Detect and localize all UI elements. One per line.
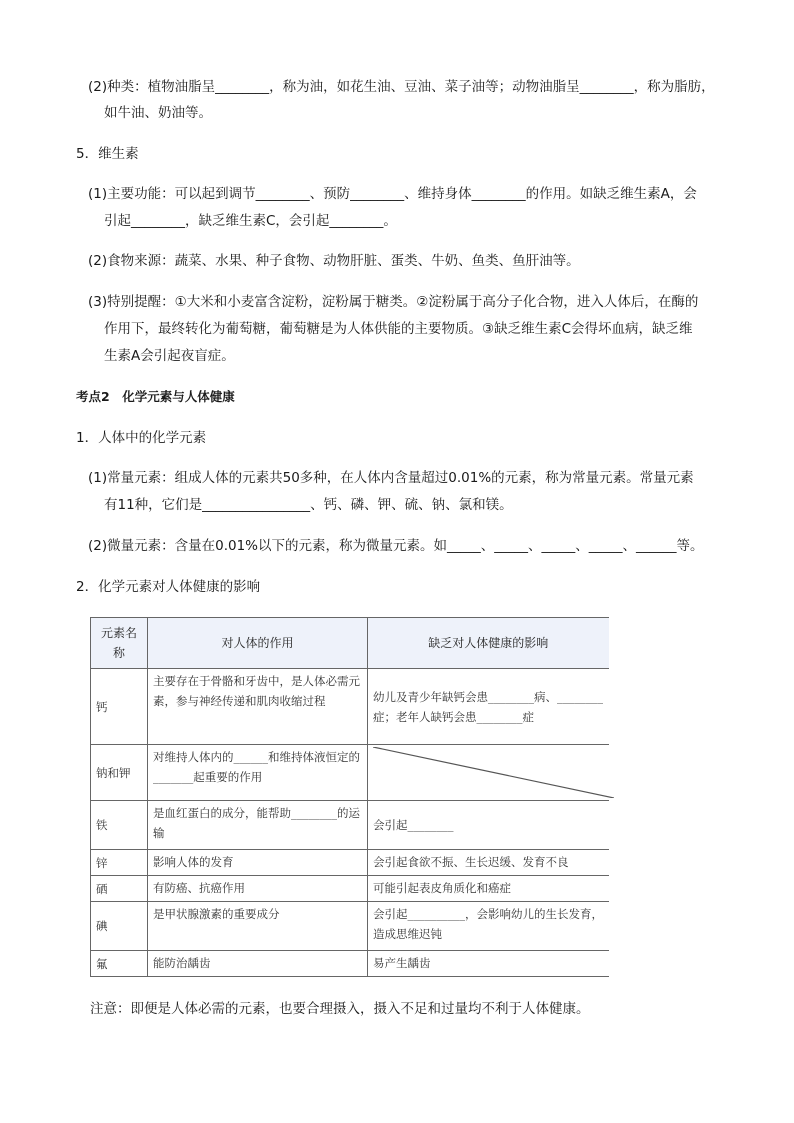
macro-elements-line-2: 有11种，它们是________________、钙、磷、钾、硫、钠、氯和镁。 [104,497,513,513]
element-deficiency-cell: 会引起__________，会影响幼儿的生长发育，造成思维迟钝 [368,902,609,951]
vitamin-note-line-1: (3)特别提醒：①大米和小麦富含淀粉，淀粉属于糖类。②淀粉属于高分子化合物，进入人体后，在酶的 [88,294,699,310]
header-deficiency: 缺乏对人体健康的影响 [368,618,609,669]
vitamin-note-line-3: 生素A会引起夜盲症。 [104,348,235,364]
element-deficiency-cell: 会引起食欲不振、生长迟缓、发育不良 [368,850,609,876]
table-header-row [91,618,609,669]
header-role: 对人体的作用 [148,618,368,669]
header-element-name: 元素名称 [91,618,148,669]
table-row [91,850,609,876]
element-deficiency-cell: 幼儿及青少年缺钙会患________病、________症；老年人缺钙会患________症 [368,669,609,745]
elements-health-heading: 2．化学元素对人体健康的影响 [76,579,261,595]
table-row [91,745,609,801]
macro-elements-line-1: (1)常量元素：组成人体的元素共50多种，在人体内含量超过0.01%的元素，称为常量元素。常量元素 [88,470,694,486]
vitamin-function-line-1: (1)主要功能：可以起到调节________、预防________、维持身体________的作用。如缺乏维生素A，会 [88,186,697,202]
table-row [91,951,609,977]
element-role-cell: 是甲状腺激素的重要成分 [148,902,368,951]
element-role-cell: 有防癌、抗癌作用 [148,876,368,902]
element-deficiency-cell: 易产生龋齿 [368,951,609,977]
element-name-cell: 氟 [91,951,148,977]
fat-types-line-1: (2)种类：植物油脂呈________，称为油，如花生油、豆油、菜子油等；动物油脂呈________，称为脂肪， [88,79,715,95]
element-name-cell: 铁 [91,801,148,850]
trace-elements-line: (2)微量元素：含量在0.01%以下的元素，称为微量元素。如_____、_____、_____、_____、______等。 [88,538,704,554]
vitamin-note-line-2: 作用下，最终转化为葡萄糖，葡萄糖是为人体供能的主要物质。③缺乏维生素C会得坏血病，缺乏维 [104,321,693,337]
element-name-cell: 锌 [91,850,148,876]
table-row [91,801,609,850]
element-role-cell: 能防治龋齿 [148,951,368,977]
health-note: 注意：即便是人体必需的元素，也要合理摄入，摄入不足和过量均不利于人体健康。 [90,1001,590,1017]
table-row [91,876,609,902]
elements-in-body-heading: 1．人体中的化学元素 [76,430,207,446]
element-role-cell: 对维持人体内的______和维持体液恒定的_______起重要的作用 [148,745,368,801]
elements-table [90,617,609,977]
element-role-cell: 是血红蛋白的成分，能帮助________的运输 [148,801,368,850]
fat-types-line-2: 如牛油、奶油等。 [104,105,212,121]
table-row [91,669,609,745]
vitamin-source-line: (2)食物来源：蔬菜、水果、种子食物、动物肝脏、蛋类、牛奶、鱼类、鱼肝油等。 [88,253,580,269]
element-deficiency-cell-empty [368,745,609,801]
element-name-cell: 碘 [91,902,148,951]
element-name-cell: 硒 [91,876,148,902]
element-name-cell: 钙 [91,669,148,745]
table-row [91,902,609,951]
element-role-cell: 影响人体的发育 [148,850,368,876]
element-deficiency-cell: 会引起________ [368,801,609,850]
section-vitamin-heading: 5．维生素 [76,146,139,162]
diagonal-slash [373,747,614,798]
element-name-cell: 钠和钾 [91,745,148,801]
exam-point-2-heading: 考点2 化学元素与人体健康 [76,389,235,404]
element-role-cell: 主要存在于骨骼和牙齿中，是人体必需元素，参与神经传递和肌肉收缩过程 [148,669,368,745]
vitamin-function-line-2: 引起________，缺乏维生素C，会引起________。 [104,213,397,229]
element-deficiency-cell: 可能引起表皮角质化和癌症 [368,876,609,902]
